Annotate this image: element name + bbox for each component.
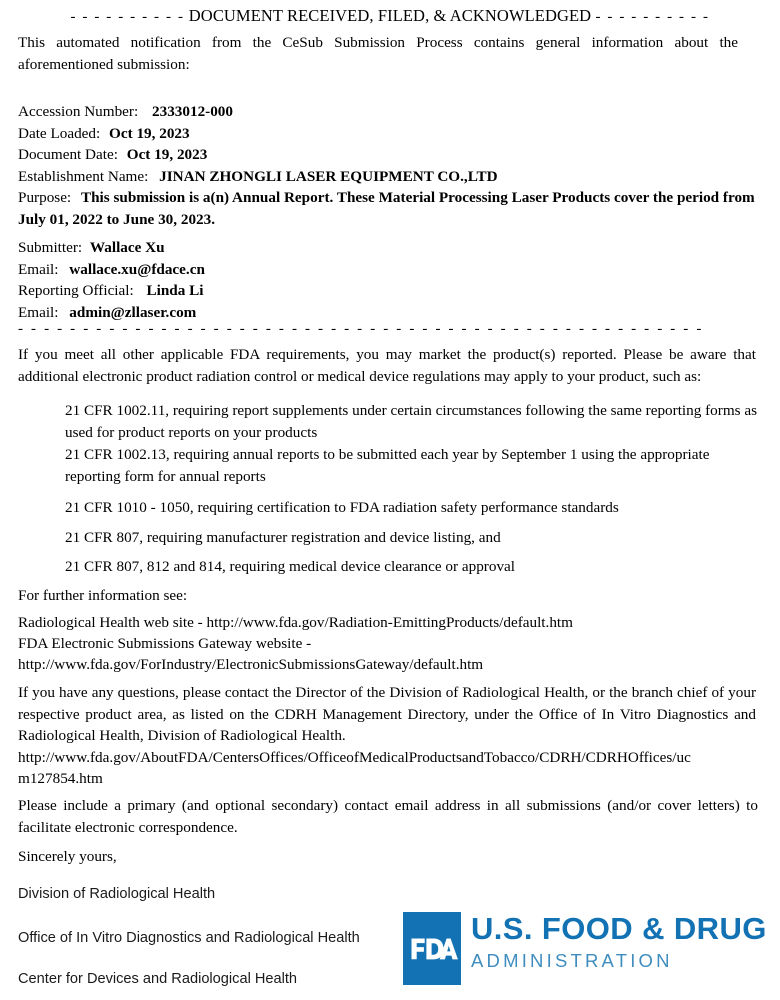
reporting-official-value: Linda Li bbox=[146, 282, 204, 299]
date-loaded-value: Oct 19, 2023 bbox=[109, 124, 190, 142]
fda-wordmark-line1: U.S. FOOD & DRUG bbox=[471, 911, 767, 946]
cdrh-offices-url-line2: m127854.htm bbox=[18, 770, 103, 787]
questions-paragraph: If you have any questions, please contact the Director of the Division of Radiological Health, or the branch chief of your respective product area, as listed on the CDRH Management Directory, under the Office of In Vitro Diagnostics and Radiological Health, Division of Radiological Health. bbox=[18, 684, 756, 744]
submitter-email-value: wallace.xu@fdace.cn bbox=[69, 260, 205, 278]
fda-logo bbox=[403, 911, 767, 988]
submitter-label: Submitter: bbox=[18, 239, 83, 256]
intro-paragraph: This automated notification from the CeSub Submission Process contains general information about the aforementioned submission: bbox=[18, 34, 738, 73]
official-email-label: Email: bbox=[18, 303, 59, 321]
sincerely-line: Sincerely yours, bbox=[18, 848, 117, 865]
accession-label: Accession Number: bbox=[18, 103, 139, 120]
establishment-label: Establishment Name: bbox=[18, 167, 149, 185]
official-email-value: admin@zllaser.com bbox=[69, 303, 197, 321]
accession-row bbox=[18, 101, 758, 123]
signature-line-center: Center for Devices and Radiological Health bbox=[18, 971, 298, 987]
document-date-label: Document Date: bbox=[18, 146, 118, 163]
cfr-item-807: 21 CFR 807, requiring manufacturer registration and device listing, and bbox=[65, 529, 501, 546]
submitter-email-label: Email: bbox=[18, 260, 59, 278]
date-loaded-label: Date Loaded: bbox=[18, 124, 101, 142]
requirements-intro: If you meet all other applicable FDA requirements, you may market the product(s) reported. Please be aware that additional electronic product radiation control or medical device regulations may apply to your product, such as: bbox=[18, 346, 756, 385]
establishment-row bbox=[18, 166, 758, 188]
date-loaded-row bbox=[18, 123, 758, 145]
cdrh-offices-url-line1: http://www.fda.gov/AboutFDA/CentersOffices/OfficeofMedicalProductsandTobacco/CDRH/CDRHOffices/uc bbox=[18, 749, 691, 766]
section-separator: - - - - - - - - - - - - - - - - - - - - - - - - - - - - - - - - - - - - - - - - - - - - - - - - - - - - - bbox=[18, 322, 704, 336]
cfr-item-1002-11: 21 CFR 1002.11, requiring report supplements under certain circumstances following the same reporting forms as used for product reports on your products bbox=[65, 402, 757, 441]
document-date-row bbox=[18, 144, 758, 166]
esg-website-label-line: FDA Electronic Submissions Gateway website - bbox=[18, 635, 312, 652]
signature-line-office: Office of In Vitro Diagnostics and Radiological Health bbox=[18, 930, 360, 946]
purpose-value: This submission is a(n) Annual Report. These Material Processing Laser Products cover the period from July 01, 2022 to June 30, 2023. bbox=[18, 189, 755, 228]
header-leading-dashes: - - - - - - - - - - bbox=[70, 9, 185, 25]
submission-metadata bbox=[18, 101, 758, 230]
radiological-health-website-line: Radiological Health web site - http://www.fda.gov/Radiation-EmittingProducts/default.htm bbox=[18, 614, 573, 631]
fda-wordmark-line2: ADMINISTRATION bbox=[471, 950, 673, 971]
fda-monogram-icon bbox=[403, 912, 461, 985]
accession-value: 2333012-000 bbox=[152, 103, 233, 120]
official-email-row bbox=[18, 302, 758, 324]
page-title: DOCUMENT RECEIVED, FILED, & ACKNOWLEDGED bbox=[188, 6, 592, 25]
document-date-value: Oct 19, 2023 bbox=[126, 146, 208, 163]
cfr-item-1010-1050: 21 CFR 1010 - 1050, requiring certification to FDA radiation safety performance standards bbox=[65, 499, 619, 516]
submitter-value: Wallace Xu bbox=[89, 239, 165, 256]
cfr-item-807-812-814: 21 CFR 807, 812 and 814, requiring medical device clearance or approval bbox=[65, 558, 515, 575]
establishment-value: JINAN ZHONGLI LASER EQUIPMENT CO.,LTD bbox=[159, 167, 498, 185]
reporting-official-row bbox=[18, 280, 758, 302]
header-trailing-dashes: - - - - - - - - - - bbox=[595, 9, 710, 25]
reporting-official-label: Reporting Official: bbox=[18, 282, 134, 299]
submitter-row bbox=[18, 237, 758, 259]
document-header bbox=[0, 6, 780, 26]
esg-website-url-line: http://www.fda.gov/ForIndustry/ElectronicSubmissionsGateway/default.htm bbox=[18, 656, 484, 673]
purpose-label: Purpose: bbox=[18, 189, 72, 206]
signature-line-division: Division of Radiological Health bbox=[18, 886, 216, 902]
further-info-heading: For further information see: bbox=[18, 587, 188, 604]
cfr-item-1002-13: 21 CFR 1002.13, requiring annual reports to be submitted each year by September 1 using the appropriate reporting form for annual reports bbox=[65, 446, 710, 485]
contact-block bbox=[18, 237, 758, 323]
fda-wordmark bbox=[471, 911, 767, 972]
submitter-email-row bbox=[18, 259, 758, 281]
email-note-paragraph: Please include a primary (and optional secondary) contact email address in all submissions (and/or cover letters) to facilitate electronic correspondence. bbox=[18, 797, 758, 836]
purpose-row bbox=[18, 187, 758, 230]
